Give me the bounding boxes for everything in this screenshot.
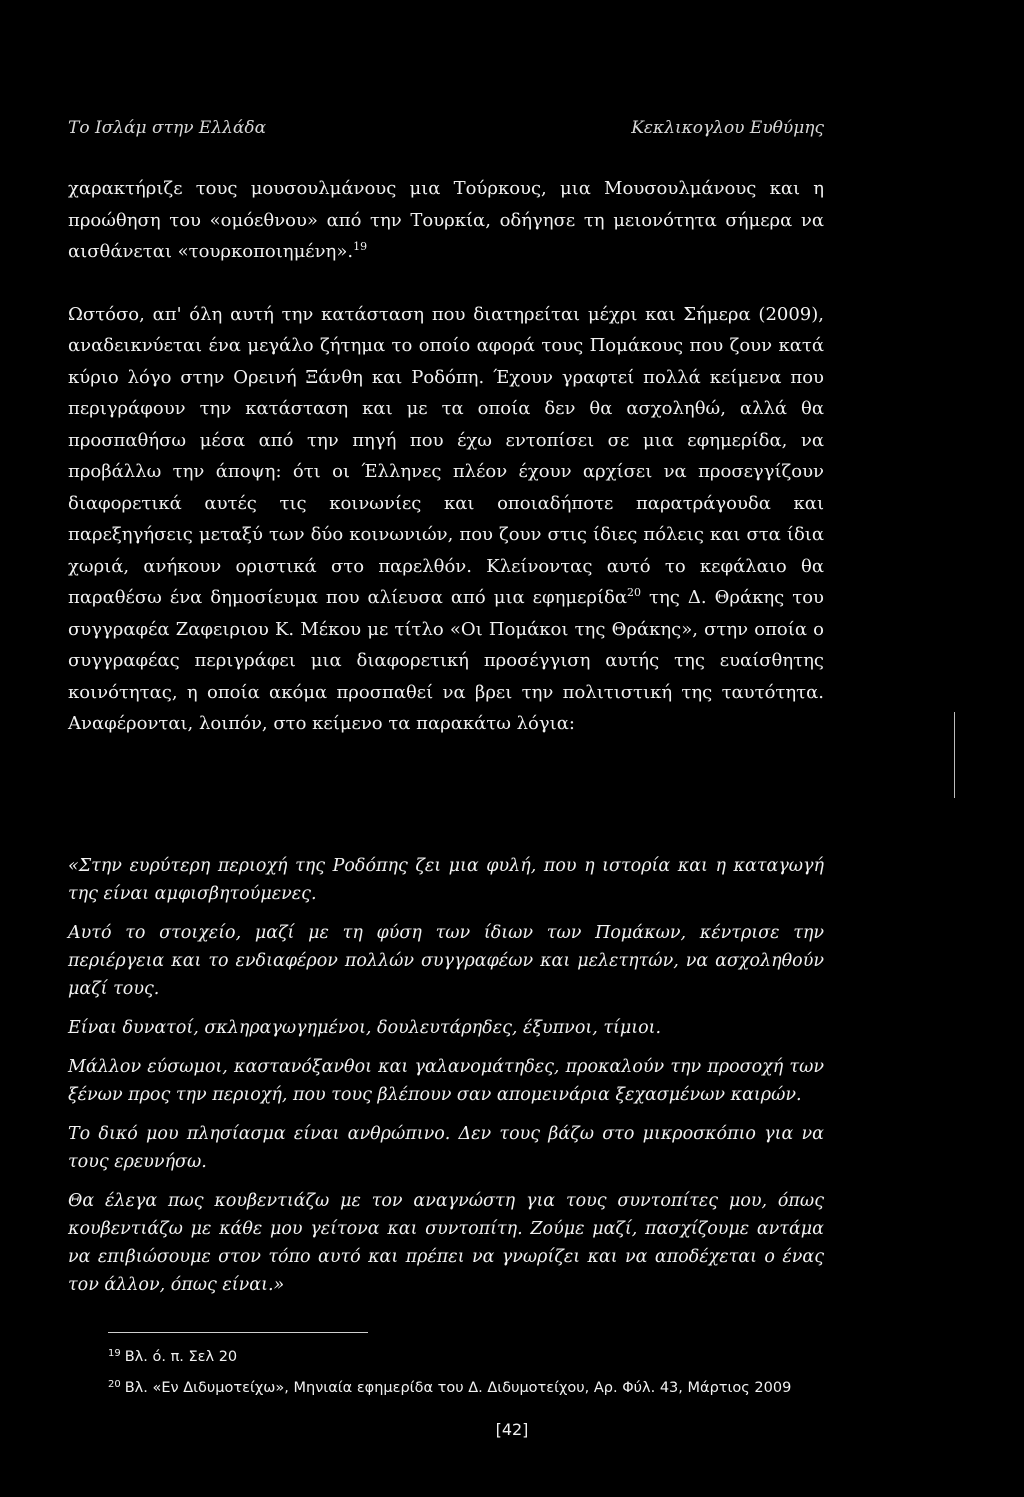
footnote-number: 19: [108, 1348, 121, 1359]
footnote-20: [108, 1378, 828, 1398]
page-number: [42]: [495, 1420, 529, 1439]
paragraph-2-text-b: της Δ. Θράκης του συγγραφέα Ζαφειριου Κ. Μέκου με τίτλο «Οι Πομάκοι της Θράκης», στην οποία ο συγγραφέας περιγράφει μια διαφορετική προσέγγιση αυτής της ευαίσθητης κοινότητας, η οποία ακόμα προσπαθεί να βρει την πολιτιστική της ταυτότητα. Αναφέρονται, λοιπόν, στο κείμενο τα παρακάτω λόγια:: [68, 587, 824, 734]
paragraph-2-text-a: Ωστόσο, απ' όλη αυτή την κατάσταση που διατηρείται μέχρι και Σήμερα (2009), αναδεικνύεται ένα μεγάλο ζήτημα το οποίο αφορά τους Πομάκους που ζουν κατά κύριο λόγο στην Ορεινή Ξάνθη και Ροδόπη. Έχουν γραφτεί πολλά κείμενα που περιγράφουν την κατάσταση και με τα οποία δεν θα ασχοληθώ, αλλά θα προσπαθήσω μέσα από την πηγή που έχω εντοπίσει σε μια εφημερίδα, να προβάλλω την άποψη: ότι οι Έλληνες πλέον έχουν αρχίσει να προσεγγίζουν διαφορετικά αυτές τις κοινωνίες και οποιαδήποτε παρατράγουδα και παρεξηγήσεις μεταξύ των δύο κοινωνιών, που ζουν στις ίδιες πόλεις και στα ίδια χωριά, ανήκουν οριστικά στο παρελθόν. Κλείνοντας αυτό το κεφάλαιο θα παραθέσω ένα δημοσίευμα που αλίευσα από μια εφημερίδα: [68, 303, 824, 608]
header-author: Κεκλικογλου Ευθύμης: [631, 118, 824, 138]
footnote-ref-19: 19: [353, 240, 368, 253]
paragraph-1: [68, 173, 824, 268]
paragraph-2: [68, 299, 824, 740]
footnote-ref-20: 20: [627, 586, 642, 599]
margin-mark: [954, 712, 955, 798]
quote-paragraph: Αυτό το στοιχείο, μαζί με τη φύση των ίδιων των Πομάκων, κέντρισε την περιέργεια και το ενδιαφέρον πολλών συγγραφέων και μελετητών, να ασχοληθούν μαζί τους.: [68, 923, 824, 999]
footnote-number: 20: [108, 1379, 121, 1390]
footnote-19: [108, 1347, 828, 1367]
footnote-text: Βλ. «Εν Διδυμοτείχω», Μηνιαία εφημερίδα του Δ. Διδυμοτείχου, Αρ. Φύλ. 43, Μάρτιος 2009: [124, 1380, 792, 1396]
quoted-passage: [68, 852, 824, 1310]
quote-paragraph: Είναι δυνατοί, σκληραγωγημένοι, δουλευτάρηδες, έξυπνοι, τίμιοι.: [68, 1018, 662, 1038]
quote-paragraph: Το δικό μου πλησίασμα είναι ανθρώπινο. Δεν τους βάζω στο μικροσκόπιο για να τους ερευνήσω.: [68, 1124, 824, 1172]
header-title: Το Ισλάμ στην Ελλάδα: [68, 118, 267, 138]
paragraph-1-text: χαρακτήριζε τους μουσουλμάνους μια Τούρκους, μια Μουσουλμάνους και η προώθηση του «ομόεθνου» από την Τουρκία, οδήγησε τη μειονότητα σήμερα να αισθάνεται «τουρκοποιημένη».: [68, 178, 824, 262]
footnote-divider: [108, 1332, 368, 1333]
quote-paragraph: Μάλλον εύσωμοι, καστανόξανθοι και γαλανομάτηδες, προκαλούν την προσοχή των ξένων προς την περιοχή, που τους βλέπουν σαν απομεινάρια ξεχασμένων καιρών.: [68, 1057, 824, 1105]
footnotes: [108, 1347, 828, 1409]
body-text: [68, 173, 824, 740]
quote-paragraph: «Στην ευρύτερη περιοχή της Ροδόπης ζει μια φυλή, που η ιστορία και η καταγωγή της είναι αμφισβητούμενες.: [68, 856, 824, 904]
footnote-text: Βλ. ό. π. Σελ 20: [124, 1349, 238, 1365]
quote-paragraph: Θα έλεγα πως κουβεντιάζω με τον αναγνώστη για τους συντοπίτες μου, όπως κουβεντιάζω με κάθε μου γείτονα και συντοπίτη. Ζούμε μαζί, πασχίζουμε αντάμα να επιβιώσουμε στον τόπο αυτό και πρέπει να γνωρίζει και να αποδέχεται ο ένας τον άλλον, όπως είναι.»: [68, 1191, 824, 1295]
